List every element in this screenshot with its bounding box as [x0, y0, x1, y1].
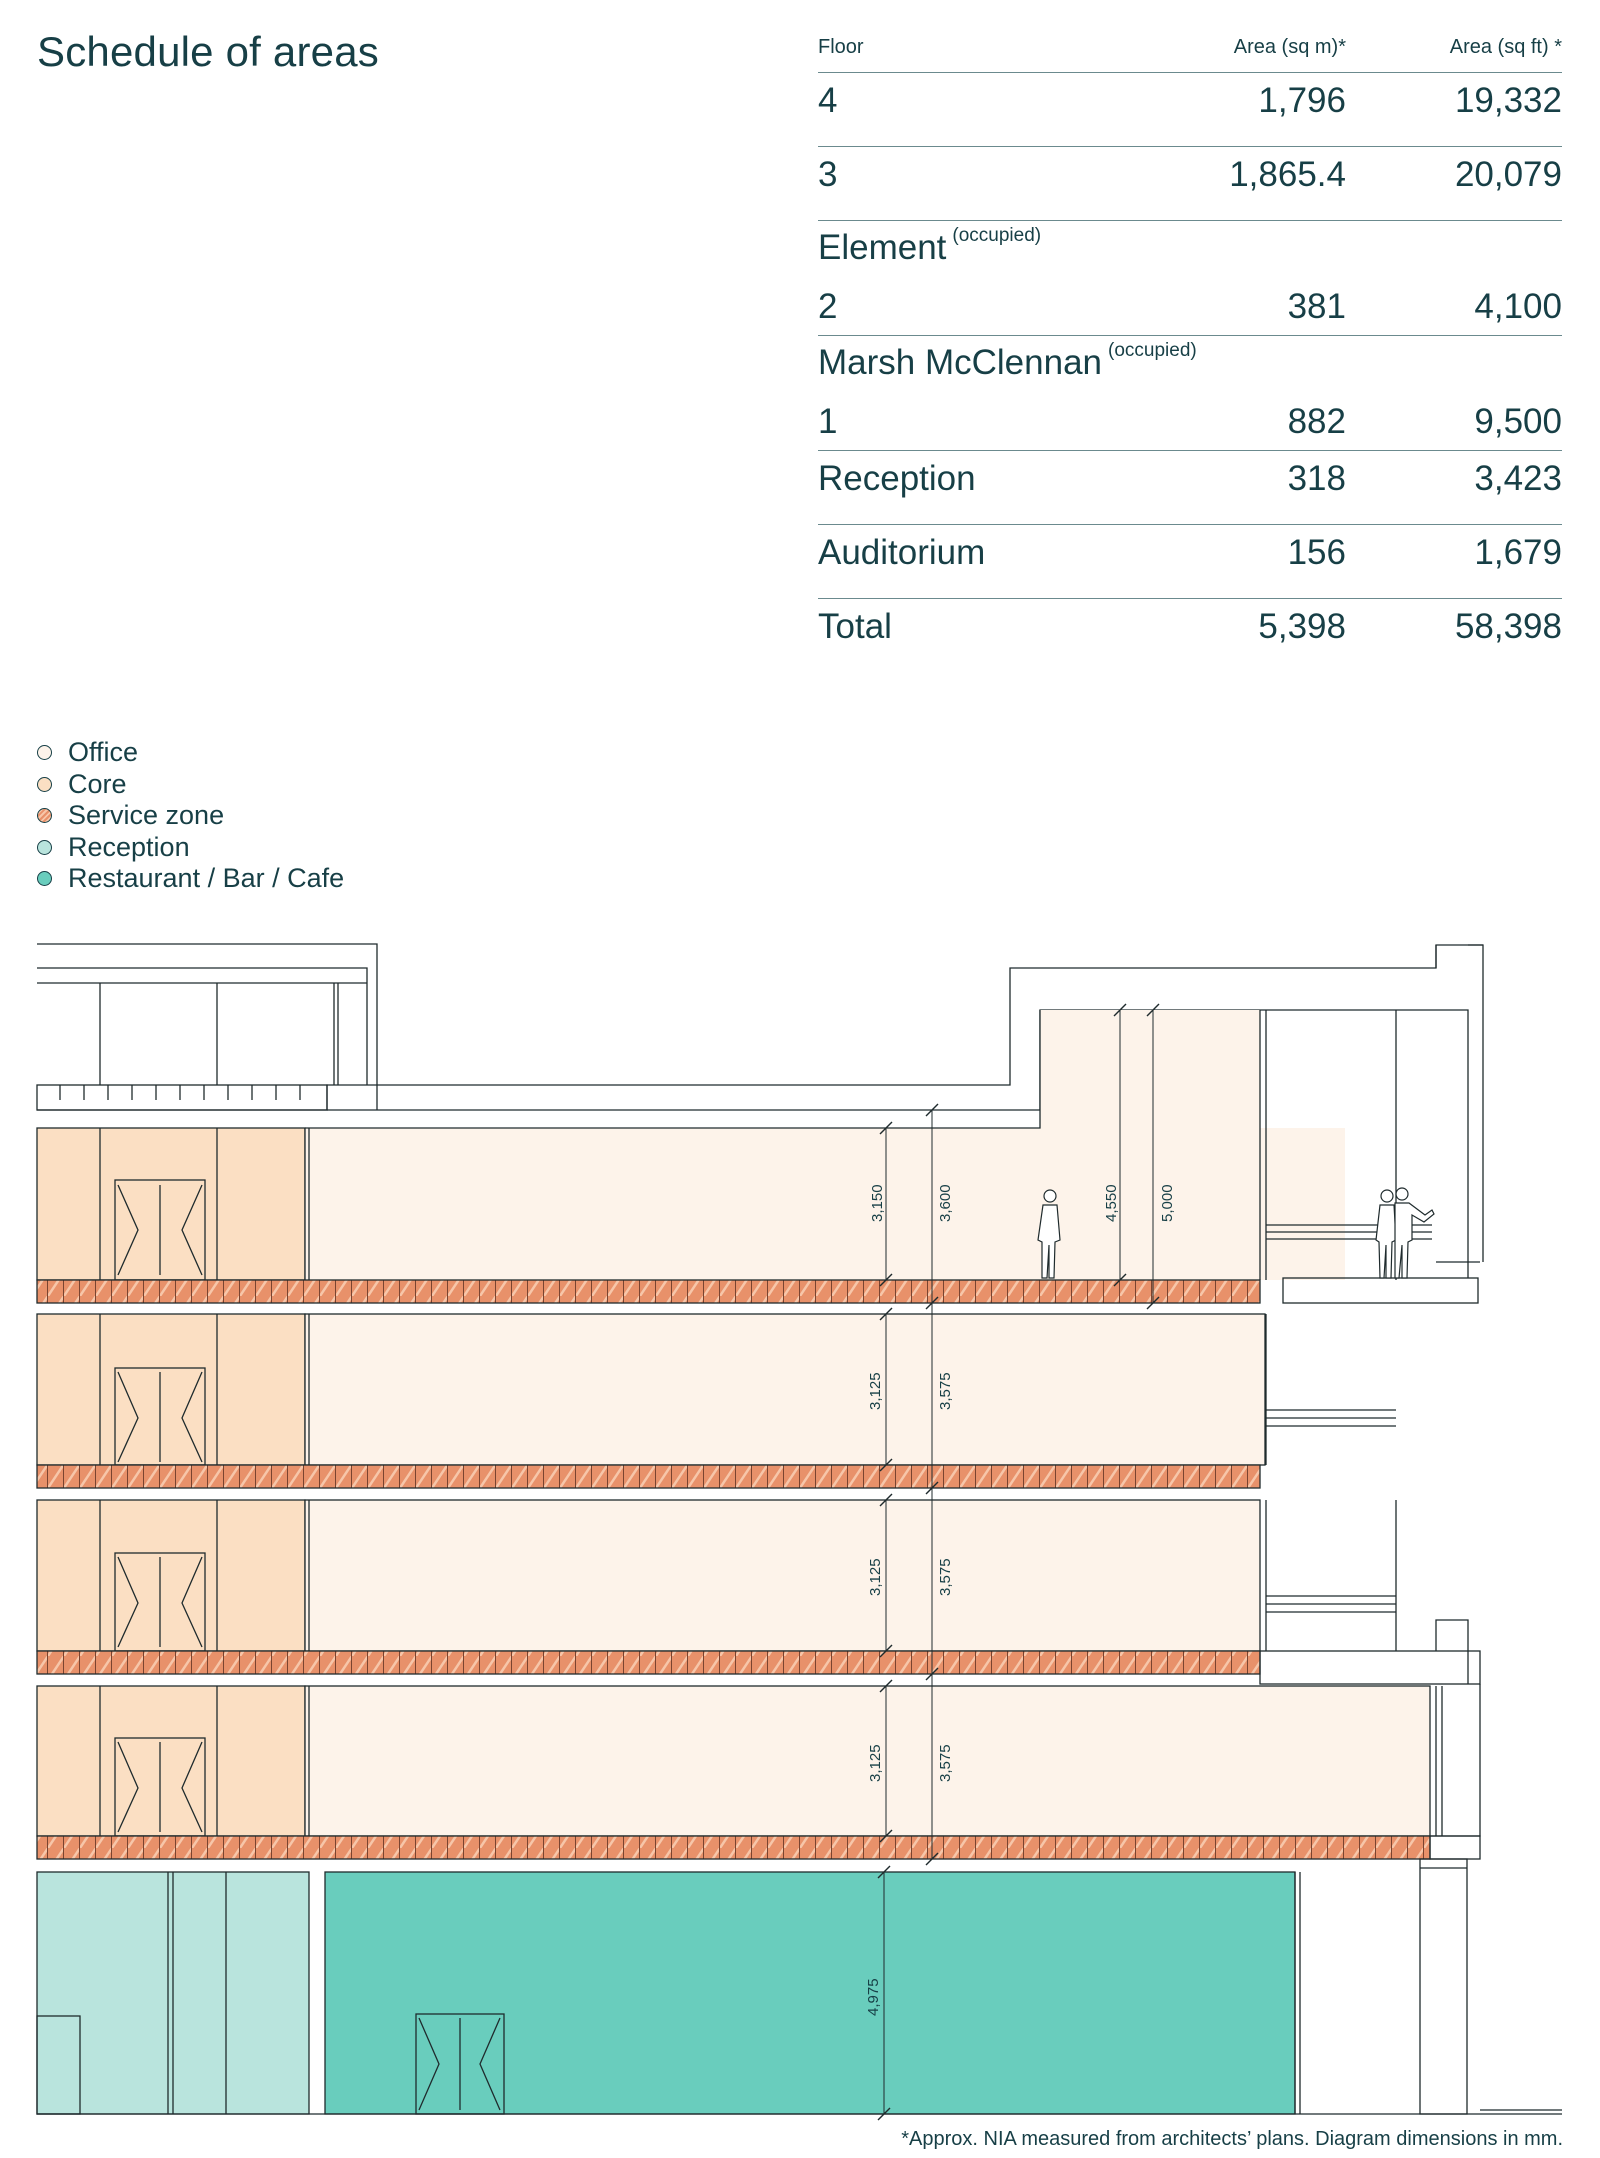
header-area-sqm: Area (sq m)*	[1233, 36, 1346, 58]
legend-label: Core	[68, 768, 127, 799]
row-tenant	[818, 225, 1041, 268]
ground-floor	[37, 1859, 1562, 2114]
row-floor: 2	[818, 287, 838, 326]
dim-floor1-b: 3,575	[937, 1744, 954, 1782]
legend-item-restaurant	[37, 863, 344, 895]
table-row-total	[818, 599, 1562, 659]
row-floor: Reception	[818, 459, 976, 498]
row-area-sqft: 58,398	[1454, 607, 1562, 646]
floor-3	[37, 1314, 1396, 1465]
dim-ground: 4,975	[865, 1978, 882, 2016]
row-area-sqm: 318	[1287, 459, 1346, 498]
row-area-sqm: 156	[1287, 533, 1346, 572]
service-zone-1	[37, 1836, 1430, 1859]
dim-floor4-a: 3,150	[869, 1184, 886, 1222]
row-floor: Auditorium	[818, 533, 986, 572]
legend-label: Service zone	[68, 800, 225, 831]
tenant-note: (occupied)	[1108, 340, 1197, 361]
row-area-sqm: 5,398	[1258, 607, 1346, 646]
tenant-note: (occupied)	[952, 225, 1042, 246]
table-row	[818, 73, 1562, 147]
dim-floor4-b: 3,600	[937, 1184, 954, 1222]
row-area-sqft: 19,332	[1454, 81, 1562, 120]
legend-item-reception	[37, 832, 344, 864]
header-area-sqft: Area (sq ft) *	[1449, 36, 1562, 58]
table-row	[818, 451, 1562, 525]
row-floor: 1	[818, 402, 838, 441]
row-tenant	[818, 340, 1197, 383]
dim-floor1-a: 3,125	[867, 1744, 884, 1782]
row-area-sqm: 1,796	[1258, 81, 1346, 120]
floor-4	[37, 1010, 1478, 1303]
tenant-name: Marsh McClennan	[818, 343, 1102, 382]
dim-floor3-b: 3,575	[937, 1372, 954, 1410]
row-floor: Total	[818, 607, 892, 646]
schedule-header	[818, 32, 1562, 73]
dim-floor4-d: 5,000	[1159, 1184, 1176, 1222]
row-area-sqft: 20,079	[1454, 155, 1562, 194]
service-zone-3	[37, 1465, 1260, 1488]
reception-swatch-icon	[37, 840, 52, 855]
row-floor: 3	[818, 155, 838, 194]
legend	[37, 737, 344, 895]
row-floor: 4	[818, 81, 838, 120]
restaurant-swatch-icon	[37, 871, 52, 886]
row-area-sqm: 381	[1287, 287, 1346, 326]
dim-floor2-b: 3,575	[937, 1558, 954, 1596]
table-row	[818, 221, 1562, 336]
legend-label: Restaurant / Bar / Cafe	[68, 863, 345, 894]
footnote: *Approx. NIA measured from architects’ plans. Diagram dimensions in mm.	[901, 2128, 1563, 2150]
roof-plant-structure	[37, 944, 377, 1110]
page-title: Schedule of areas	[37, 28, 379, 75]
legend-label: Office	[68, 737, 139, 768]
legend-label: Reception	[68, 831, 190, 862]
service-zone-2	[37, 1651, 1260, 1674]
row-area-sqft: 3,423	[1474, 459, 1562, 498]
building-section-diagram	[0, 930, 1600, 2145]
table-row	[818, 147, 1562, 221]
dim-floor2-a: 3,125	[867, 1558, 884, 1596]
service-zone-4	[37, 1280, 1260, 1303]
row-area-sqft: 9,500	[1474, 402, 1562, 441]
core-swatch-icon	[37, 777, 52, 792]
office-swatch-icon	[37, 745, 52, 760]
tenant-name: Element	[818, 228, 947, 267]
row-area-sqm: 1,865.4	[1229, 155, 1346, 194]
people-figures-icon	[1376, 1188, 1434, 1278]
dim-floor3-a: 3,125	[867, 1372, 884, 1410]
table-row	[818, 525, 1562, 599]
legend-item-service-zone	[37, 800, 344, 832]
schedule-table	[818, 32, 1562, 659]
service-zone-swatch-icon	[37, 808, 52, 823]
row-area-sqft: 4,100	[1474, 287, 1562, 326]
legend-item-office	[37, 737, 344, 769]
table-row	[818, 336, 1562, 451]
header-floor: Floor	[818, 36, 864, 58]
floor-1	[37, 1684, 1480, 1836]
dim-floor4-c: 4,550	[1103, 1184, 1120, 1222]
row-area-sqft: 1,679	[1474, 533, 1562, 572]
legend-item-core	[37, 769, 344, 801]
row-area-sqm: 882	[1287, 402, 1346, 441]
